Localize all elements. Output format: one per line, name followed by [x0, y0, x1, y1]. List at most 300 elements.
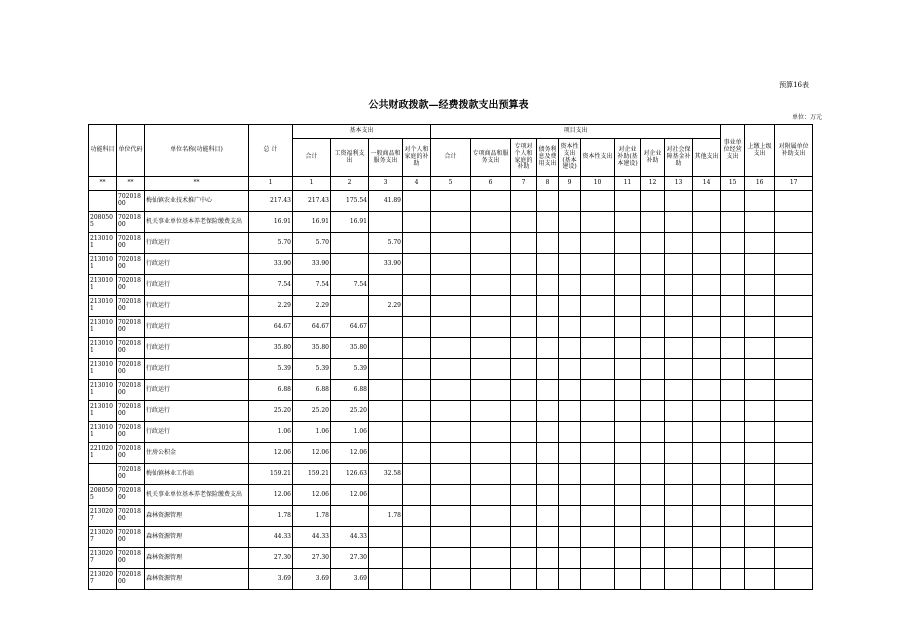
unit-code-cell: 70201800 — [117, 359, 145, 380]
empty-cell — [665, 548, 693, 569]
empty-cell — [559, 359, 581, 380]
empty-cell — [431, 506, 471, 527]
empty-cell — [775, 569, 813, 590]
total-cell: 6.88 — [249, 380, 293, 401]
unit-code-cell: 70201800 — [117, 317, 145, 338]
empty-cell — [665, 401, 693, 422]
personal-cell — [403, 233, 431, 254]
index-cell: 11 — [615, 177, 641, 191]
header-unit-name: 单位名称(功能科目) — [145, 125, 249, 177]
basic-total-cell: 1.78 — [293, 506, 331, 527]
empty-cell — [693, 317, 721, 338]
empty-cell — [665, 212, 693, 233]
header-goods: 一般商品和服务支出 — [369, 139, 403, 177]
empty-cell — [721, 569, 745, 590]
empty-cell — [665, 527, 693, 548]
basic-total-cell: 159.21 — [293, 464, 331, 485]
unit-code-cell: 70201800 — [117, 212, 145, 233]
unit-code-cell: 70201800 — [117, 443, 145, 464]
empty-cell — [615, 569, 641, 590]
index-cell: ** — [117, 177, 145, 191]
empty-cell — [471, 506, 511, 527]
total-cell: 5.39 — [249, 359, 293, 380]
salary-cell: 12.06 — [331, 485, 369, 506]
personal-cell — [403, 401, 431, 422]
empty-cell — [431, 548, 471, 569]
header-proj-goods: 专项商品和服务支出 — [471, 139, 511, 177]
empty-cell — [693, 212, 721, 233]
table-row — [89, 233, 813, 254]
empty-cell — [693, 275, 721, 296]
empty-cell — [615, 401, 641, 422]
empty-cell — [615, 191, 641, 212]
table-row — [89, 296, 813, 317]
empty-cell — [511, 464, 537, 485]
goods-cell: 1.78 — [369, 506, 403, 527]
empty-cell — [471, 443, 511, 464]
goods-cell — [369, 422, 403, 443]
empty-cell — [641, 338, 665, 359]
unit-name-cell: 行政运行 — [145, 401, 249, 422]
total-cell: 2.29 — [249, 296, 293, 317]
salary-cell: 35.80 — [331, 338, 369, 359]
empty-cell — [615, 464, 641, 485]
table-row — [89, 464, 813, 485]
goods-cell: 2.29 — [369, 296, 403, 317]
form-number: 预算16表 — [779, 81, 809, 89]
table-row — [89, 443, 813, 464]
personal-cell — [403, 254, 431, 275]
empty-cell — [775, 422, 813, 443]
empty-cell — [559, 443, 581, 464]
basic-total-cell: 12.06 — [293, 485, 331, 506]
salary-cell: 64.67 — [331, 317, 369, 338]
unit-code-cell: 70201800 — [117, 485, 145, 506]
empty-cell — [721, 422, 745, 443]
unit-code-cell: 70201800 — [117, 191, 145, 212]
salary-cell: 12.06 — [331, 443, 369, 464]
header-func-subject: 功能科目 — [89, 125, 117, 177]
empty-cell — [775, 338, 813, 359]
empty-cell — [775, 359, 813, 380]
empty-cell — [431, 569, 471, 590]
basic-total-cell: 7.54 — [293, 275, 331, 296]
empty-cell — [471, 527, 511, 548]
empty-cell — [641, 254, 665, 275]
empty-cell — [471, 317, 511, 338]
empty-cell — [559, 254, 581, 275]
unit-code-cell: 70201800 — [117, 548, 145, 569]
personal-cell — [403, 338, 431, 359]
header-capital-build: 资本性支出(基本建设) — [559, 139, 581, 177]
empty-cell — [665, 191, 693, 212]
basic-total-cell: 3.69 — [293, 569, 331, 590]
func-code-cell: 2130207 — [89, 527, 117, 548]
table-row — [89, 212, 813, 233]
empty-cell — [775, 506, 813, 527]
empty-cell — [559, 548, 581, 569]
empty-cell — [615, 254, 641, 275]
empty-cell — [537, 317, 559, 338]
empty-cell — [581, 191, 615, 212]
empty-cell — [581, 443, 615, 464]
goods-cell: 32.58 — [369, 464, 403, 485]
table-row — [89, 359, 813, 380]
index-cell: 16 — [745, 177, 775, 191]
func-code-cell: 2130207 — [89, 569, 117, 590]
empty-cell — [745, 443, 775, 464]
unit-code-cell: 70201800 — [117, 527, 145, 548]
unit-name-cell: 行政运行 — [145, 275, 249, 296]
empty-cell — [581, 296, 615, 317]
salary-cell: 3.69 — [331, 569, 369, 590]
empty-cell — [775, 548, 813, 569]
basic-total-cell: 16.91 — [293, 212, 331, 233]
unit-code-cell: 70201800 — [117, 401, 145, 422]
empty-cell — [511, 275, 537, 296]
empty-cell — [537, 401, 559, 422]
empty-cell — [745, 338, 775, 359]
empty-cell — [431, 464, 471, 485]
empty-cell — [559, 422, 581, 443]
basic-total-cell: 12.06 — [293, 443, 331, 464]
table-row — [89, 548, 813, 569]
empty-cell — [775, 485, 813, 506]
empty-cell — [581, 338, 615, 359]
func-code-cell: 2130101 — [89, 338, 117, 359]
empty-cell — [537, 380, 559, 401]
total-cell: 7.54 — [249, 275, 293, 296]
unit-name-cell: 住房公积金 — [145, 443, 249, 464]
empty-cell — [693, 485, 721, 506]
goods-cell: 5.70 — [369, 233, 403, 254]
empty-cell — [537, 548, 559, 569]
basic-total-cell: 6.88 — [293, 380, 331, 401]
empty-cell — [431, 401, 471, 422]
basic-total-cell: 217.43 — [293, 191, 331, 212]
empty-cell — [471, 422, 511, 443]
goods-cell — [369, 359, 403, 380]
empty-cell — [471, 254, 511, 275]
unit-name-cell: 森林资源管理 — [145, 506, 249, 527]
empty-cell — [559, 212, 581, 233]
personal-cell — [403, 212, 431, 233]
empty-cell — [471, 359, 511, 380]
empty-cell — [615, 548, 641, 569]
empty-cell — [745, 191, 775, 212]
empty-cell — [721, 359, 745, 380]
func-code-cell — [89, 191, 117, 212]
empty-cell — [665, 359, 693, 380]
func-code-cell: 2130101 — [89, 401, 117, 422]
empty-cell — [431, 359, 471, 380]
empty-cell — [615, 506, 641, 527]
empty-cell — [745, 275, 775, 296]
empty-cell — [693, 296, 721, 317]
personal-cell — [403, 485, 431, 506]
unit-name-cell: 行政运行 — [145, 317, 249, 338]
empty-cell — [537, 527, 559, 548]
total-cell: 159.21 — [249, 464, 293, 485]
index-cell: 5 — [431, 177, 471, 191]
empty-cell — [537, 443, 559, 464]
func-code-cell: 2130101 — [89, 254, 117, 275]
empty-cell — [581, 569, 615, 590]
index-row — [89, 177, 813, 191]
empty-cell — [615, 443, 641, 464]
salary-cell: 27.30 — [331, 548, 369, 569]
empty-cell — [431, 338, 471, 359]
salary-cell: 6.88 — [331, 380, 369, 401]
empty-cell — [745, 233, 775, 254]
empty-cell — [511, 569, 537, 590]
empty-cell — [745, 485, 775, 506]
header-salary: 工资福利支出 — [331, 139, 369, 177]
empty-cell — [511, 254, 537, 275]
empty-cell — [693, 233, 721, 254]
empty-cell — [431, 485, 471, 506]
empty-cell — [641, 506, 665, 527]
table-row — [89, 527, 813, 548]
empty-cell — [471, 569, 511, 590]
goods-cell — [369, 401, 403, 422]
empty-cell — [537, 359, 559, 380]
header-debt-interest: 债务利息及费用支出 — [537, 139, 559, 177]
header-proj-total: 合计 — [431, 139, 471, 177]
empty-cell — [615, 212, 641, 233]
total-cell: 33.90 — [249, 254, 293, 275]
empty-cell — [775, 275, 813, 296]
goods-cell: 33.90 — [369, 254, 403, 275]
basic-total-cell: 44.33 — [293, 527, 331, 548]
func-code-cell: 2130101 — [89, 422, 117, 443]
index-cell: 4 — [403, 177, 431, 191]
empty-cell — [665, 254, 693, 275]
empty-cell — [693, 464, 721, 485]
empty-cell — [721, 254, 745, 275]
empty-cell — [721, 233, 745, 254]
index-cell: 9 — [559, 177, 581, 191]
index-cell: 10 — [581, 177, 615, 191]
empty-cell — [721, 527, 745, 548]
unit-code-cell: 70201800 — [117, 338, 145, 359]
empty-cell — [615, 296, 641, 317]
empty-cell — [615, 380, 641, 401]
empty-cell — [721, 401, 745, 422]
empty-cell — [615, 359, 641, 380]
empty-cell — [745, 401, 775, 422]
empty-cell — [511, 443, 537, 464]
empty-cell — [775, 317, 813, 338]
empty-cell — [721, 338, 745, 359]
table-row — [89, 338, 813, 359]
index-cell: 8 — [537, 177, 559, 191]
func-code-cell: 2080505 — [89, 485, 117, 506]
goods-cell — [369, 569, 403, 590]
salary-cell: 16.91 — [331, 212, 369, 233]
table-row — [89, 569, 813, 590]
empty-cell — [471, 296, 511, 317]
unit-name-cell: 行政运行 — [145, 359, 249, 380]
empty-cell — [721, 275, 745, 296]
empty-cell — [537, 191, 559, 212]
unit-name-cell: 行政运行 — [145, 296, 249, 317]
empty-cell — [693, 506, 721, 527]
empty-cell — [559, 296, 581, 317]
header-enterprise-build: 对企业补助(基本建设) — [615, 139, 641, 177]
empty-cell — [511, 380, 537, 401]
empty-cell — [581, 422, 615, 443]
header-capital: 资本性支出 — [581, 139, 615, 177]
empty-cell — [745, 296, 775, 317]
empty-cell — [745, 506, 775, 527]
header-basic-total: 合计 — [293, 139, 331, 177]
empty-cell — [559, 485, 581, 506]
empty-cell — [775, 464, 813, 485]
empty-cell — [665, 422, 693, 443]
empty-cell — [559, 275, 581, 296]
empty-cell — [693, 191, 721, 212]
empty-cell — [431, 212, 471, 233]
empty-cell — [665, 485, 693, 506]
empty-cell — [745, 464, 775, 485]
goods-cell: 41.89 — [369, 191, 403, 212]
salary-cell: 25.20 — [331, 401, 369, 422]
empty-cell — [641, 401, 665, 422]
empty-cell — [721, 443, 745, 464]
empty-cell — [559, 527, 581, 548]
goods-cell — [369, 485, 403, 506]
func-code-cell: 2130207 — [89, 506, 117, 527]
empty-cell — [615, 485, 641, 506]
total-cell: 35.80 — [249, 338, 293, 359]
empty-cell — [693, 569, 721, 590]
empty-cell — [693, 422, 721, 443]
goods-cell — [369, 275, 403, 296]
empty-cell — [665, 569, 693, 590]
empty-cell — [511, 401, 537, 422]
empty-cell — [581, 275, 615, 296]
empty-cell — [615, 233, 641, 254]
empty-cell — [721, 191, 745, 212]
empty-cell — [641, 212, 665, 233]
empty-cell — [511, 422, 537, 443]
empty-cell — [693, 401, 721, 422]
empty-cell — [581, 317, 615, 338]
empty-cell — [665, 380, 693, 401]
index-cell: 7 — [511, 177, 537, 191]
index-cell: 1 — [249, 177, 293, 191]
empty-cell — [431, 380, 471, 401]
empty-cell — [537, 485, 559, 506]
empty-cell — [693, 338, 721, 359]
unit-name-cell: 行政运行 — [145, 380, 249, 401]
empty-cell — [581, 380, 615, 401]
empty-cell — [581, 506, 615, 527]
index-cell: 1 — [293, 177, 331, 191]
empty-cell — [641, 527, 665, 548]
empty-cell — [665, 338, 693, 359]
personal-cell — [403, 191, 431, 212]
empty-cell — [721, 506, 745, 527]
goods-cell — [369, 443, 403, 464]
empty-cell — [775, 380, 813, 401]
empty-cell — [721, 464, 745, 485]
index-cell: 14 — [693, 177, 721, 191]
index-cell: 17 — [775, 177, 813, 191]
empty-cell — [537, 422, 559, 443]
table-row — [89, 506, 813, 527]
empty-cell — [615, 422, 641, 443]
empty-cell — [665, 317, 693, 338]
unit-name-cell: 机关事业单位基本养老保险缴费支出 — [145, 212, 249, 233]
empty-cell — [471, 485, 511, 506]
empty-cell — [721, 380, 745, 401]
empty-cell — [775, 212, 813, 233]
func-code-cell: 2210201 — [89, 443, 117, 464]
header-basic: 基本支出 — [293, 125, 431, 139]
empty-cell — [511, 233, 537, 254]
table-row — [89, 317, 813, 338]
header-unit-code: 单位代码 — [117, 125, 145, 177]
total-cell: 12.06 — [249, 485, 293, 506]
budget-table — [88, 124, 813, 590]
empty-cell — [511, 506, 537, 527]
unit-name-cell: 行政运行 — [145, 422, 249, 443]
empty-cell — [721, 485, 745, 506]
empty-cell — [641, 422, 665, 443]
unit-name-cell: 森林资源管理 — [145, 527, 249, 548]
total-cell: 16.91 — [249, 212, 293, 233]
index-cell: 6 — [471, 177, 511, 191]
empty-cell — [537, 338, 559, 359]
personal-cell — [403, 380, 431, 401]
func-code-cell: 2130101 — [89, 233, 117, 254]
empty-cell — [537, 254, 559, 275]
empty-cell — [511, 548, 537, 569]
goods-cell — [369, 317, 403, 338]
empty-cell — [581, 527, 615, 548]
empty-cell — [471, 191, 511, 212]
empty-cell — [581, 548, 615, 569]
basic-total-cell: 5.70 — [293, 233, 331, 254]
table-row — [89, 380, 813, 401]
empty-cell — [641, 359, 665, 380]
empty-cell — [431, 317, 471, 338]
empty-cell — [641, 317, 665, 338]
personal-cell — [403, 443, 431, 464]
empty-cell — [775, 527, 813, 548]
empty-cell — [693, 548, 721, 569]
empty-cell — [559, 317, 581, 338]
salary-cell: 126.63 — [331, 464, 369, 485]
empty-cell — [537, 464, 559, 485]
header-enterprise: 对企业补助 — [641, 139, 665, 177]
empty-cell — [431, 296, 471, 317]
empty-cell — [641, 296, 665, 317]
total-cell: 64.67 — [249, 317, 293, 338]
total-cell: 44.33 — [249, 527, 293, 548]
salary-cell — [331, 506, 369, 527]
empty-cell — [721, 296, 745, 317]
header-operating: 事业单位经营支出 — [721, 125, 745, 177]
total-cell: 1.06 — [249, 422, 293, 443]
personal-cell — [403, 296, 431, 317]
basic-total-cell: 5.39 — [293, 359, 331, 380]
total-cell: 27.30 — [249, 548, 293, 569]
empty-cell — [745, 254, 775, 275]
empty-cell — [745, 317, 775, 338]
